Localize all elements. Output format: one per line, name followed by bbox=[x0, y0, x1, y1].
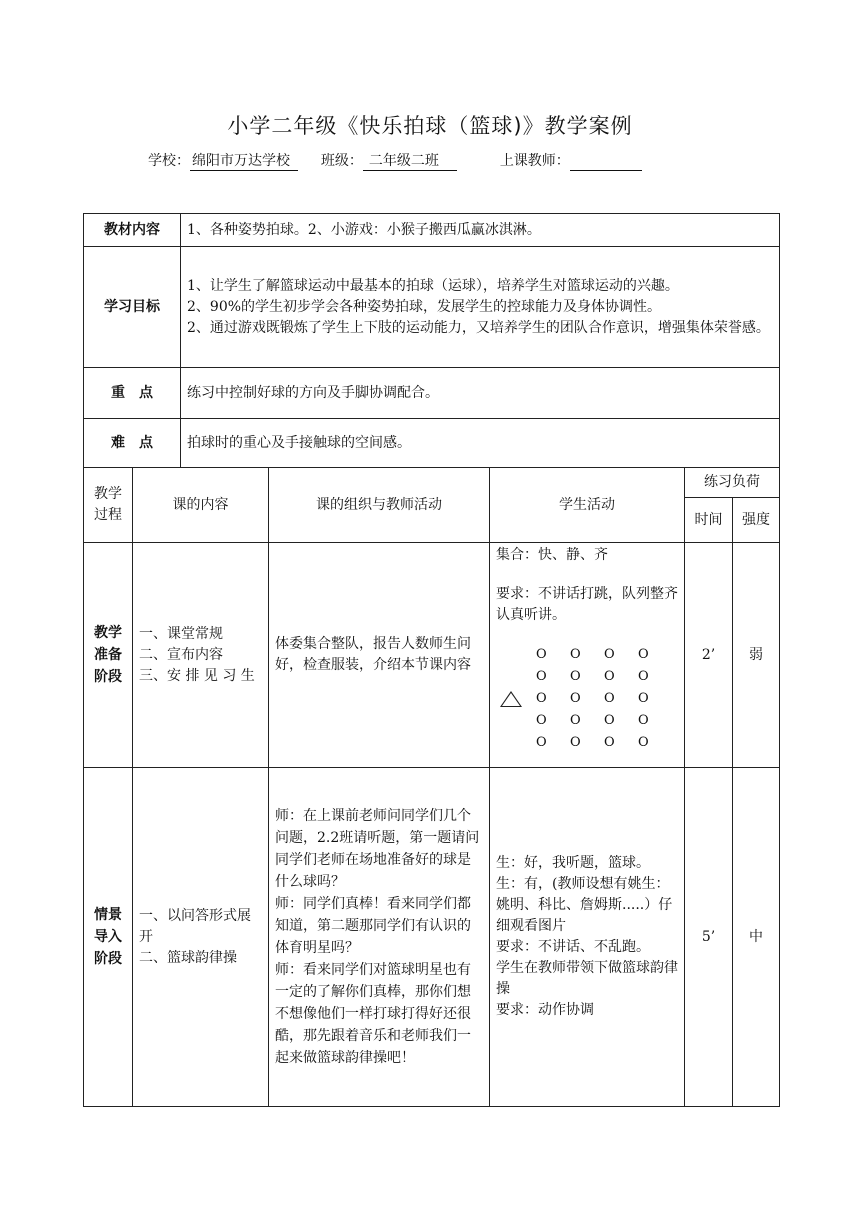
student-formation-grid bbox=[536, 644, 672, 754]
phase-org: 体委集合整队，报告人数师生问好，检查服装，介绍本节课内容 bbox=[269, 543, 490, 768]
header-org: 课的组织与教师活动 bbox=[269, 468, 490, 543]
student-marker: O bbox=[638, 735, 649, 750]
student-marker: O bbox=[570, 713, 581, 728]
student-marker: O bbox=[536, 647, 547, 662]
student-marker: O bbox=[638, 669, 649, 684]
teacher-blank bbox=[570, 156, 642, 171]
student-marker: O bbox=[570, 669, 581, 684]
phase-content: 一、以问答形式展开 二、篮球韵律操 bbox=[133, 768, 269, 1107]
meta-line bbox=[148, 150, 642, 171]
formation-diagram bbox=[496, 644, 678, 754]
content-text: 1、各种姿势拍球。2、小游戏：小猴子搬西瓜赢冰淇淋。 bbox=[181, 214, 780, 247]
student-line: 要求：不讲话打跳，队列整齐认真听讲。 bbox=[496, 586, 678, 623]
phase-time: 2’ bbox=[685, 543, 733, 768]
row-difficulty bbox=[84, 419, 780, 468]
phase-row-intro bbox=[84, 768, 780, 1107]
school-value: 绵阳市万达学校 bbox=[190, 150, 298, 171]
student-marker: O bbox=[604, 691, 615, 706]
header-row-1 bbox=[84, 468, 780, 498]
goals-text bbox=[181, 247, 780, 368]
lesson-table bbox=[83, 213, 780, 1107]
row-goals bbox=[84, 247, 780, 368]
student-marker: O bbox=[536, 669, 547, 684]
student-marker: O bbox=[604, 647, 615, 662]
phase-intensity: 中 bbox=[733, 768, 780, 1107]
row-content bbox=[84, 214, 780, 247]
difficulty-label: 难 点 bbox=[84, 419, 181, 468]
student-marker: O bbox=[638, 691, 649, 706]
content-label: 教材内容 bbox=[84, 214, 181, 247]
student-marker: O bbox=[570, 735, 581, 750]
header-process: 教学过程 bbox=[84, 468, 133, 543]
phase-content: 一、课堂常规 二、宣布内容 三、安 排 见 习 生 bbox=[133, 543, 269, 768]
student-marker: O bbox=[638, 647, 649, 662]
phase-student bbox=[490, 543, 685, 768]
key-label: 重 点 bbox=[84, 368, 181, 419]
phase-row-prep bbox=[84, 543, 780, 768]
phase-time: 5’ bbox=[685, 768, 733, 1107]
student-marker: O bbox=[536, 691, 547, 706]
class-label: 班级： bbox=[320, 153, 363, 169]
class-value: 二年级二班 bbox=[363, 150, 457, 171]
student-marker: O bbox=[570, 647, 581, 662]
difficulty-text: 拍球时的重心及手接触球的空间感。 bbox=[181, 419, 780, 468]
key-text: 练习中控制好球的方向及手脚协调配合。 bbox=[181, 368, 780, 419]
phase-org: 师：在上课前老师问同学们几个问题，2.2班请听题，第一题请问同学们老师在场地准备好的球是什么球吗？ 师：同学们真棒！看来同学们都知道，第二题那同学们有认识的体育明星吗？ 师：看来同学们对篮球明星也有一定的了解你们真棒，那你们想不想像他们一样打球打得好还很酷，那先跟着音乐和老师我们一起来做篮球韵律操吧！ bbox=[269, 768, 490, 1107]
header-content: 课的内容 bbox=[133, 468, 269, 543]
phase-name: 教学准备阶段 bbox=[84, 543, 133, 768]
goal-item: 2、90%的学生初步学会各种姿势拍球，发展学生的控球能力及身体协调性。 bbox=[187, 298, 662, 315]
student-marker: O bbox=[604, 713, 615, 728]
page-title: 小学二年级《快乐拍球（篮球)》教学案例 bbox=[227, 114, 633, 138]
student-marker: O bbox=[604, 669, 615, 684]
school-label: 学校： bbox=[148, 153, 190, 169]
header-load: 练习负荷 bbox=[685, 468, 780, 498]
phase-intensity: 弱 bbox=[733, 543, 780, 768]
student-marker: O bbox=[536, 735, 547, 750]
header-student: 学生活动 bbox=[490, 468, 685, 543]
phase-name: 情景导入阶段 bbox=[84, 768, 133, 1107]
goal-item: 2、通过游戏既锻炼了学生上下肢的运动能力，又培养学生的团队合作意识，增强集体荣誉感。 bbox=[187, 319, 770, 336]
student-marker: O bbox=[536, 713, 547, 728]
header-intensity: 强度 bbox=[733, 498, 780, 543]
header-time: 时间 bbox=[685, 498, 733, 543]
row-key bbox=[84, 368, 780, 419]
student-marker: O bbox=[638, 713, 649, 728]
goals-label: 学习目标 bbox=[84, 247, 181, 368]
goal-item: 1、让学生了解篮球运动中最基本的拍球（运球），培养学生对篮球运动的兴趣。 bbox=[187, 277, 679, 294]
student-line: 集合：快、静、齐 bbox=[496, 547, 608, 563]
teacher-label: 上课教师： bbox=[499, 153, 570, 169]
teacher-triangle-icon bbox=[500, 691, 522, 707]
student-marker: O bbox=[604, 735, 615, 750]
student-marker: O bbox=[570, 691, 581, 706]
phase-student: 生：好，我听题，篮球。 生：有，(教师设想有姚生：姚明、科比、詹姆斯.....）仔细观看图片 要求：不讲话、不乱跑。 学生在教师带领下做篮球韵律操 要求：动作协调 bbox=[490, 768, 685, 1107]
